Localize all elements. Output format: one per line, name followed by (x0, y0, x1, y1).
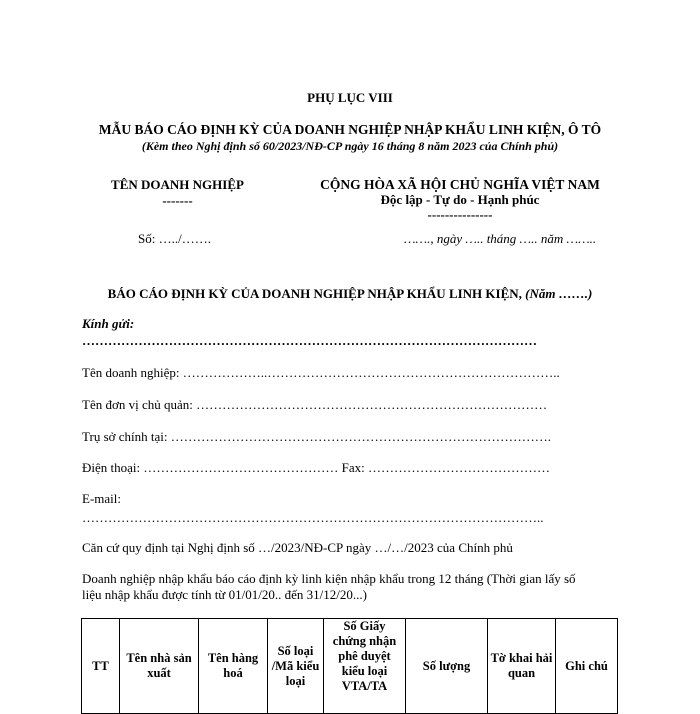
form-title: MẪU BÁO CÁO ĐỊNH KỲ CỦA DOANH NGHIỆP NHẬP KHẨU LINH KIỆN, Ô TÔ (98, 122, 602, 137)
motto: Độc lập - Tự do - Hạnh phúc (380, 192, 540, 207)
head-office-field: Trụ sở chính tại: ……………………………………………………………………………. (82, 429, 551, 444)
phone-fax-field: Điện thoại: ……………………………………… Fax: …………………………………… (82, 460, 550, 475)
company-name-field: Tên doanh nghiệp: ………………..………………………………………………………….. (82, 365, 560, 380)
col-goods: Tên hàng hoá (199, 619, 268, 714)
col-certificate: Số Giấy chứng nhận phê duyệt kiểu loại VTA/TA (324, 619, 406, 714)
intro-line-1: Doanh nghiệp nhập khẩu báo cáo định kỳ linh kiện nhập khẩu trong 12 tháng (Thời gian lấy số (82, 571, 576, 586)
col-manufacturer: Tên nhà sản xuất (120, 619, 199, 714)
intro-line-2: liệu nhập khẩu được tính từ 01/01/20.. đến 31/12/20...) (82, 587, 367, 602)
recipient-dots: …………………………………………………………………………………………… (82, 333, 537, 348)
report-title-year: (Năm …….) (521, 286, 593, 301)
recipient-label: Kính gửi: (82, 316, 135, 331)
motto-dashes: --------------- (427, 207, 493, 222)
date-line: ……., ngày ….. tháng ….. năm …….. (404, 231, 597, 246)
report-title-main: BÁO CÁO ĐỊNH KỲ CỦA DOANH NGHIỆP NHẬP KHẨU LINH KIỆN, (107, 286, 522, 301)
managing-unit-field: Tên đơn vị chủ quản: ……………………………………………………………………… (82, 397, 548, 412)
col-type-code: Số loại /Mã kiểu loại (268, 619, 324, 714)
company-dashes: ------- (162, 193, 193, 208)
republic-title: CỘNG HÒA XÃ HỘI CHỦ NGHĨA VIỆT NAM (320, 177, 600, 192)
col-note: Ghi chú (556, 619, 618, 714)
email-dots: …………………………………………………………………………………………….. (82, 510, 544, 525)
attached-note: (Kèm theo Nghị định số 60/2023/NĐ-CP ngày 16 tháng 8 năm 2023 của Chính phủ) (141, 139, 559, 153)
col-tt: TT (82, 619, 120, 714)
document-number: Số: …../……. (138, 231, 211, 246)
appendix-label: PHỤ LỤC VIII (307, 90, 393, 105)
legal-basis: Căn cứ quy định tại Nghị định số …/2023/NĐ-CP ngày …/…/2023 của Chính phủ (82, 540, 513, 555)
table-header-row (82, 619, 618, 714)
col-customs: Tờ khai hải quan (488, 619, 556, 714)
email-label: E-mail: (82, 491, 121, 506)
company-name-header: TÊN DOANH NGHIỆP (111, 177, 244, 192)
col-quantity: Số lượng (406, 619, 488, 714)
report-title (0, 286, 700, 302)
